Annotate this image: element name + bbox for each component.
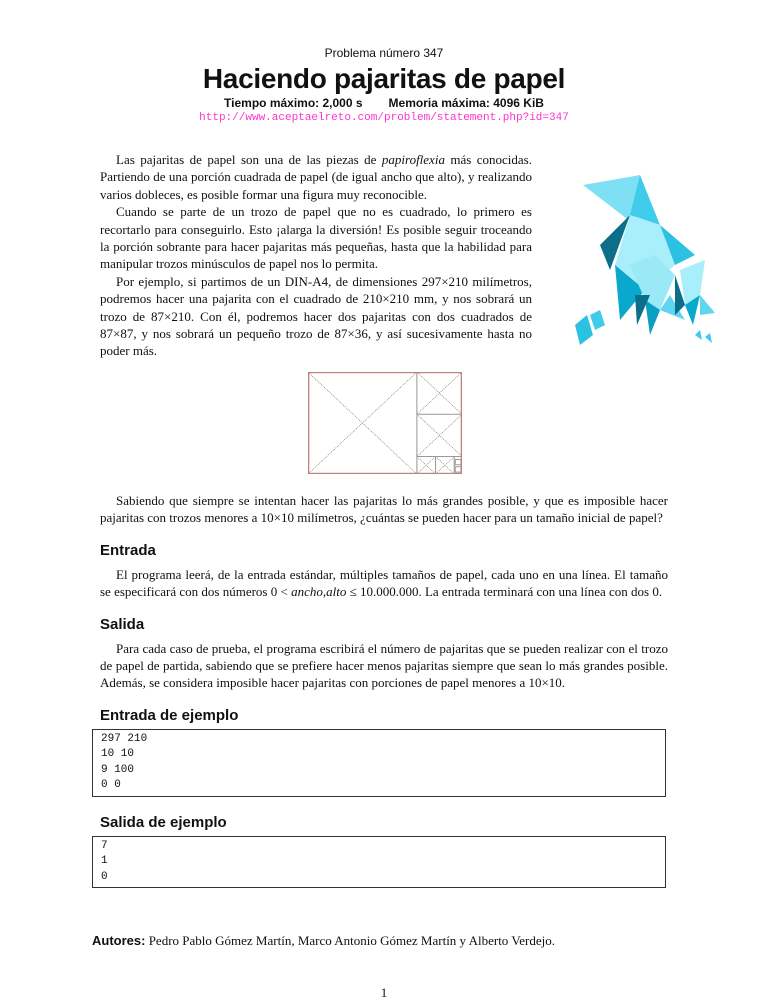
intro-text — [100, 151, 532, 360]
problem-number: Problema número 347 — [324, 46, 444, 60]
text: El programa leerá, de la entrada estándar, múltiples tamaños de papel, cada uno en una línea. El tamaño se especificará con dos números 0 < — [100, 566, 668, 600]
intro-paragraph-4: Sabiendo que siempre se intentan hacer las pajaritas lo más grandes posible, y que es imposible hacer pajaritas con trozos menores a 10×10 milímetros, ¿cuántas se pueden hacer para un tamaño inicial de papel? — [100, 492, 668, 526]
emphasis: ancho,alto — [291, 584, 347, 600]
page-title: Haciendo pajaritas de papel — [202, 63, 566, 94]
main-content — [92, 151, 668, 1001]
authors-names: Pedro Pablo Gómez Martín, Marco Antonio Gómez Martín y Alberto Verdejo. — [148, 933, 555, 949]
limits-row — [0, 96, 768, 110]
salida-text: Para cada caso de prueba, el programa escribirá el número de pajaritas que se pueden realizar con el trozo de papel de partida, sabiendo que se prefiere hacer menos pajaritas siempre que sean lo más grandes posible. Además, se considera imposible hacer pajaritas con porciones de papel menores a 10×10. — [100, 640, 668, 691]
text: Las pajaritas de papel son una de las piezas de — [116, 152, 382, 167]
problem-url-link[interactable]: http://www.aceptaelreto.com/problem/statement.php?id=347 — [199, 112, 569, 124]
emphasis: papiroflexia — [381, 152, 445, 167]
time-limit: Tiempo máximo: 2,000 s — [224, 96, 363, 110]
intro-paragraph-3: Por ejemplo, si partimos de un DIN-A4, de dimensiones 297×210 milímetros, podremos hacer una pajarita con el cuadrado de 210×210 mm, y nos sobrará un trozo de 87×210. Con él, podremos hacer dos pajaritas con dos cuadrados de 87×87, y nos sobrará un pequeño trozo de 87×36, y así sucesivamente hasta no poder más. — [100, 273, 532, 359]
entrada-text — [100, 566, 668, 601]
authors — [92, 932, 668, 949]
page-number: 1 — [380, 985, 388, 1001]
code-line: 7 — [101, 839, 108, 852]
code-line: 297 210 — [101, 732, 148, 745]
section-heading-sample-output: Salida de ejemplo — [100, 813, 227, 831]
code-line: 1 — [101, 855, 108, 868]
memory-limit: Memoria máxima: 4096 KiB — [388, 96, 544, 110]
section-heading-entrada: Entrada — [100, 541, 156, 559]
code-line: 10 10 — [101, 748, 135, 761]
text: más conocidas. Partiendo de una porción cuadrada de papel (de igual ancho que alto), y realizando varios dobleces, es posible formar una figura muy reconocible. — [100, 152, 532, 202]
code-line: 0 0 — [101, 779, 121, 792]
intro-paragraph-2: Cuando se parte de un trozo de papel que no es cuadrado, lo primero es recortarlo para conseguirlo. Esto ¡alarga la diversión! Es posible seguir troceando la porción sobrante para hacer pajaritas más pequeñas, hasta que la habilidad para manipular trozos minúsculos de papel nos lo permita. — [100, 204, 532, 272]
paper-cutting-diagram — [308, 372, 462, 474]
code-line: 0 — [101, 870, 108, 883]
section-heading-sample-input: Entrada de ejemplo — [100, 706, 239, 724]
authors-label: Autores: — [92, 933, 146, 949]
text: ≤ 10.000.000. La entrada terminará con una línea con dos 0. — [346, 584, 663, 600]
sample-input-box — [92, 729, 666, 797]
intro-paragraph-1 — [100, 151, 532, 203]
section-heading-salida: Salida — [100, 615, 145, 633]
code-line: 9 100 — [101, 763, 135, 776]
sample-output-box — [92, 836, 666, 889]
